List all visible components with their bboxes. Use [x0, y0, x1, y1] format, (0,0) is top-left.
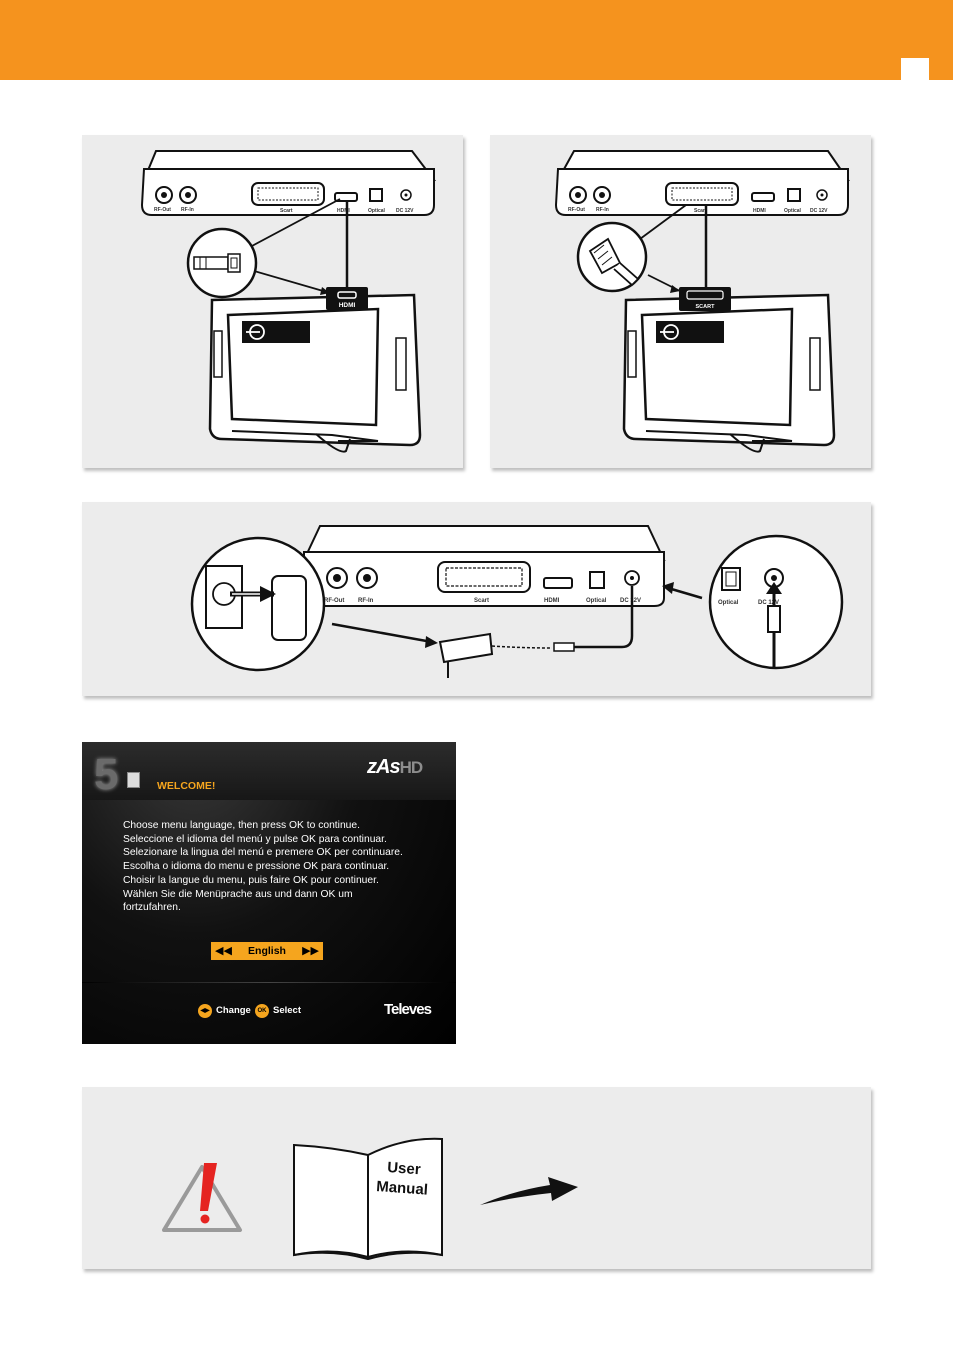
welcome-title: WELCOME!: [157, 780, 216, 792]
hdmi-port-label: HDMI: [753, 208, 766, 214]
hdmi-port-label: HDMI: [337, 208, 350, 214]
manual-diagram: [82, 1087, 871, 1269]
instruction-line: Choose menu language, then press OK to continue.: [123, 820, 360, 831]
dc-port-label-zoom: DC 12V: [758, 600, 780, 606]
ok-icon: OK: [255, 1004, 269, 1018]
language-selector[interactable]: [211, 942, 323, 960]
optical-port-label: Optical: [586, 598, 607, 604]
dc-port-label: DC 12V: [396, 208, 414, 214]
rf-in-label: RF-In: [358, 598, 374, 604]
hdmi-connection-diagram: [82, 135, 463, 468]
instruction-lines: [123, 819, 453, 915]
page-tab: [901, 58, 929, 80]
rewind-icon[interactable]: ◀◀: [215, 945, 232, 957]
language-value: English: [248, 945, 286, 957]
welcome-screen: [82, 742, 456, 1044]
rf-in-label: RF-In: [181, 207, 194, 213]
brand-logo: [367, 756, 422, 779]
document-icon: [127, 772, 140, 788]
instruction-line: fortzufahren.: [123, 902, 181, 914]
warning-icon: [164, 1163, 240, 1230]
televes-logo: Televes: [384, 1001, 431, 1018]
optical-port-label: Optical: [368, 208, 385, 214]
optical-port-label: Optical: [784, 208, 801, 214]
scart-connection-diagram: [490, 135, 871, 468]
dc-port-label: DC 12V: [810, 208, 828, 214]
manual-title-line1: User: [386, 1159, 422, 1179]
tv-scart-label: SCART: [695, 304, 715, 310]
fast-forward-icon[interactable]: ▶▶: [302, 945, 319, 957]
brand-main: zAs: [367, 756, 400, 778]
instruction-line: Seleccione el idioma del menú y pulse OK para continuar.: [123, 833, 387, 845]
book-icon: [294, 1139, 442, 1259]
brand-suffix: HD: [399, 758, 423, 777]
hdmi-port-label: HDMI: [544, 598, 560, 604]
instruction-line: Choisir la langue du menu, puis faire OK pour continuer.: [123, 874, 379, 886]
change-arrows-icon: ◀▶: [198, 1004, 212, 1018]
scart-port-label: Scart: [694, 208, 707, 214]
manual-panel: [82, 1087, 871, 1269]
rf-out-label: RF-Out: [324, 598, 345, 604]
power-connection-diagram: [82, 502, 871, 696]
scart-port-label: Scart: [474, 598, 490, 604]
instruction-line: Wählen Sie die Menüprache aus und dann OK um: [123, 888, 353, 900]
step-number: 5: [94, 750, 119, 799]
header-bar: [0, 0, 953, 80]
dc-port-label: DC 12V: [620, 598, 642, 604]
instruction-line: Selezionare la lingua del menú e premere OK per continuare.: [123, 847, 403, 859]
rf-in-label: RF-In: [596, 207, 609, 213]
screen-divider: [82, 982, 456, 983]
change-hint: Change: [216, 1005, 251, 1016]
tv-hdmi-label: HDMI: [338, 302, 356, 309]
hdmi-connection-panel: [82, 135, 463, 468]
power-connection-panel: [82, 502, 871, 696]
select-hint: Select: [273, 1005, 301, 1016]
optical-port-label-zoom: Optical: [718, 600, 739, 606]
arrow-right-icon: [480, 1177, 578, 1205]
instruction-line: Escolha o idioma do menu e pressione OK para continuar.: [123, 861, 390, 873]
rf-out-label: RF-Out: [154, 207, 171, 213]
scart-port-label: Scart: [280, 208, 293, 214]
manual-title-line2: Manual: [375, 1178, 429, 1199]
rf-out-label: RF-Out: [568, 207, 585, 213]
scart-connection-panel: [490, 135, 871, 468]
